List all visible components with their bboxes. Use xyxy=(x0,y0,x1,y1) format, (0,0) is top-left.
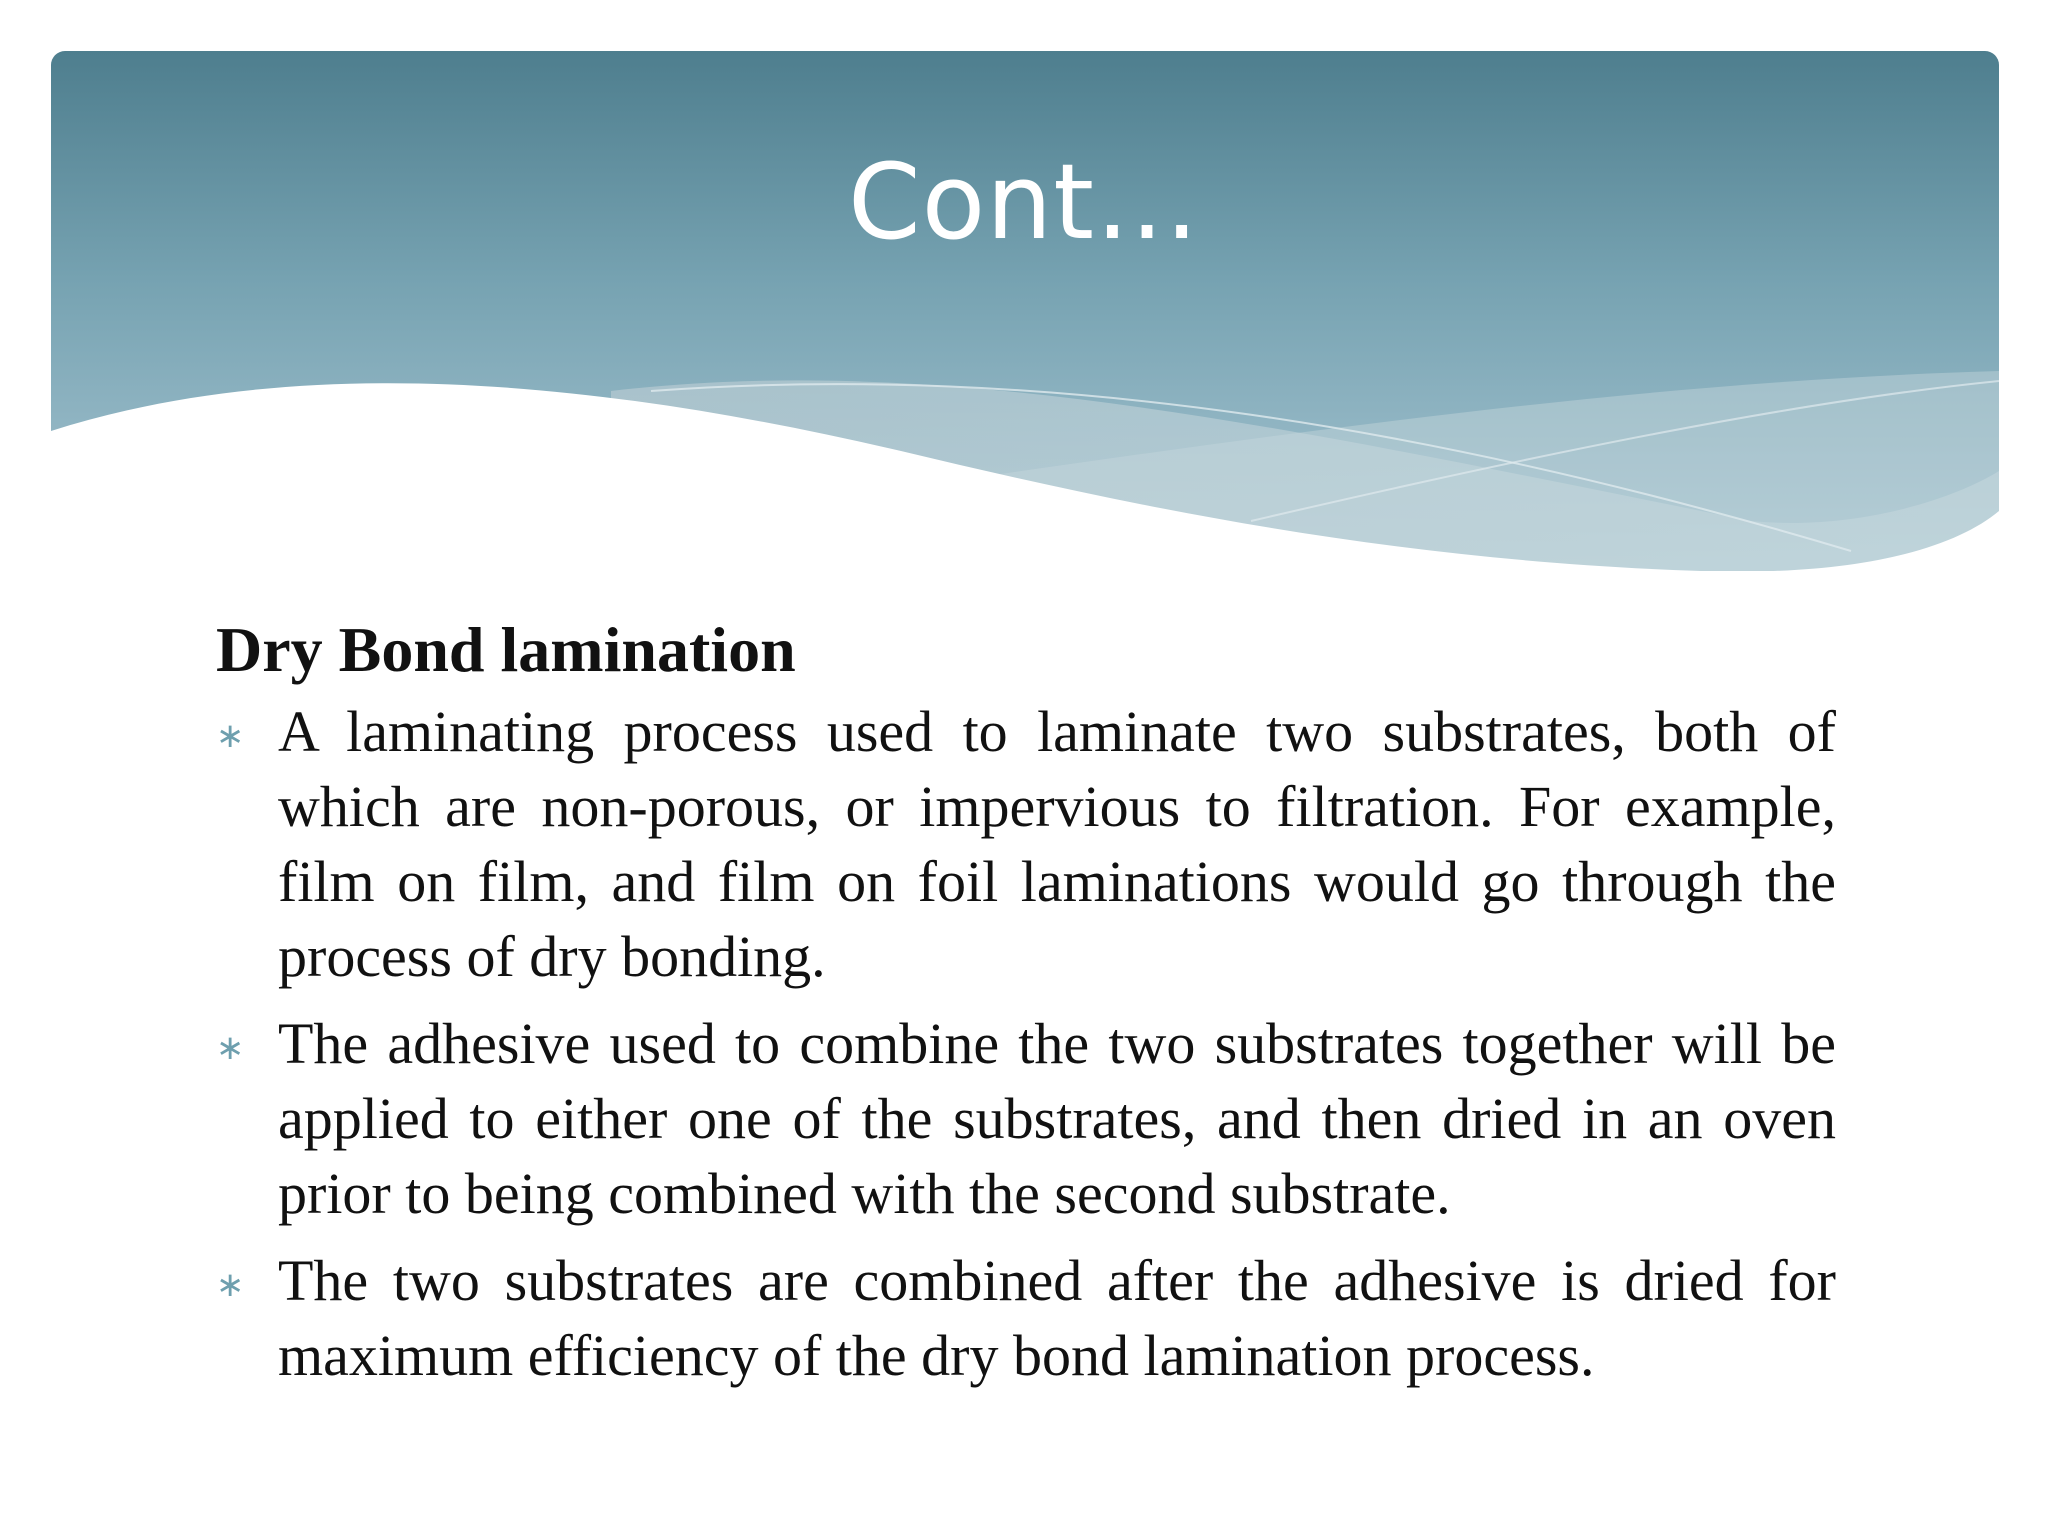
list-item xyxy=(216,694,1836,994)
bullet-text: The two substrates are combined after the adhesive is dried for maximum efficiency of the dry bond lamination process. xyxy=(278,1248,1836,1388)
asterisk-bullet-icon: ∗ xyxy=(216,1265,245,1305)
bullet-list xyxy=(216,694,1836,1393)
asterisk-bullet-icon: ∗ xyxy=(216,1028,245,1068)
wave-decoration-graphic xyxy=(51,51,1999,571)
bullet-text: The adhesive used to combine the two substrates together will be applied to either one of the substrates, and then dried in an oven prior to being combined with the second substrate. xyxy=(278,1011,1836,1226)
slide-title: Cont… xyxy=(848,141,1200,263)
section-heading: Dry Bond lamination xyxy=(216,614,796,685)
list-item xyxy=(216,1243,1836,1393)
slide-content xyxy=(216,612,1836,1405)
header-wave-band xyxy=(51,51,1999,571)
bullet-text: A laminating process used to laminate two substrates, both of which are non-porous, or impervious to filtration. For example, film on film, and film on foil laminations would go through the process of dry bonding. xyxy=(278,699,1836,989)
asterisk-bullet-icon: ∗ xyxy=(216,716,245,756)
list-item xyxy=(216,1006,1836,1231)
